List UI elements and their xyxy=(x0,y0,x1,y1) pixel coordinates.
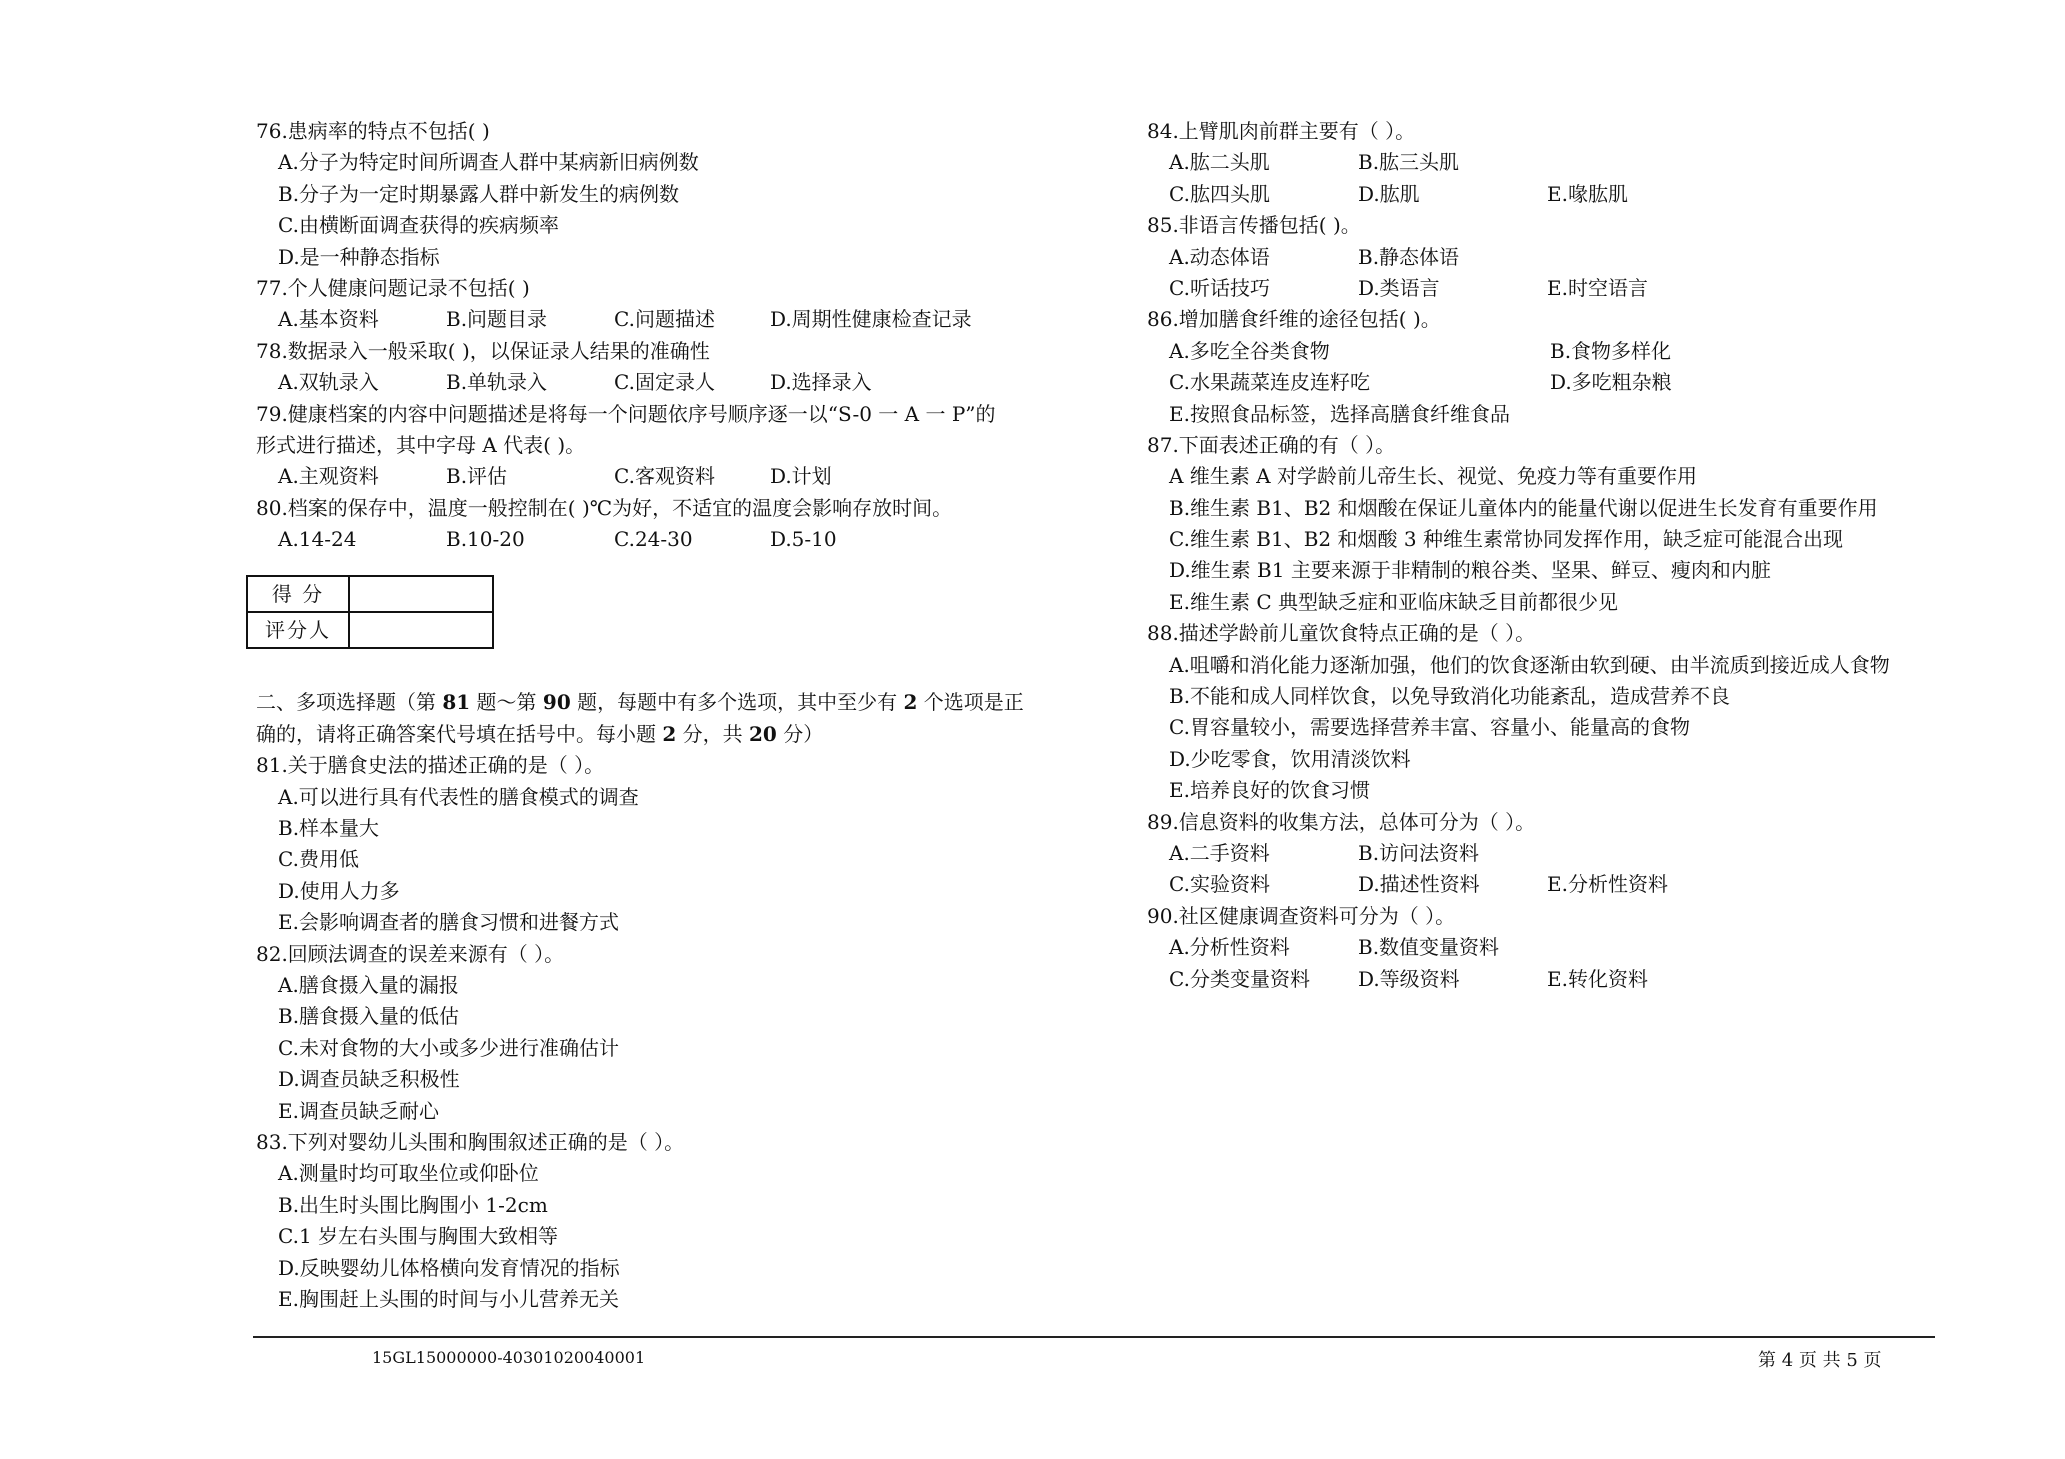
option: C.问题描述 xyxy=(614,307,715,332)
section-heading: 二、多项选择题（第 81 题～第 90 题，每题中有多个选项，其中至少有 2 个选项是正 xyxy=(256,690,1024,715)
option: B.数值变量资料 xyxy=(1358,935,1500,960)
question-90-stem: 90.社区健康调查资料可分为（ ）。 xyxy=(1147,903,1456,928)
question-81-stem: 81.关于膳食史法的描述正确的是（ ）。 xyxy=(256,753,605,778)
document-code: 15GL15000000-40301020040001 xyxy=(372,1348,646,1367)
option: D.周期性健康检查记录 xyxy=(770,307,972,332)
question-87-stem: 87.下面表述正确的有（ ）。 xyxy=(1147,432,1396,457)
grader-cell xyxy=(349,612,493,648)
option-row xyxy=(256,524,1046,555)
option: D.使用人力多 xyxy=(278,878,400,903)
option: B.问题目录 xyxy=(446,307,548,332)
option: C.24-30 xyxy=(614,527,693,552)
option: A.二手资料 xyxy=(1169,840,1270,865)
score-label: 得 分 xyxy=(247,576,349,612)
option: E.培养良好的饮食习惯 xyxy=(1169,778,1370,803)
option: B.样本量大 xyxy=(278,816,380,841)
option: E.会影响调查者的膳食习惯和进餐方式 xyxy=(278,910,619,935)
question-80-stem: 80.档案的保存中，温度一般控制在( )℃为好，不适宜的温度会影响存放时间。 xyxy=(256,495,953,520)
option: B.食物多样化 xyxy=(1550,338,1672,363)
option: A.主观资料 xyxy=(278,464,379,489)
option: E.喙肱肌 xyxy=(1547,181,1628,206)
option: D.肱肌 xyxy=(1358,181,1420,206)
option: C.由横断面调查获得的疾病频率 xyxy=(278,213,559,238)
question-85-stem: 85.非语言传播包括( )。 xyxy=(1147,213,1361,238)
option: B.维生素 B1、B2 和烟酸在保证儿童体内的能量代谢以促进生长发育有重要作用 xyxy=(1169,495,1878,520)
option: A.分析性资料 xyxy=(1169,935,1290,960)
question-79-stem: 79.健康档案的内容中问题描述是将每一个问题依序号顺序逐一以“S-0 一 A 一 P”的 xyxy=(256,401,996,426)
option: C.1 岁左右头围与胸围大致相等 xyxy=(278,1224,559,1249)
option: A.分子为特定时间所调查人群中某病新旧病例数 xyxy=(278,150,699,175)
option: E.分析性资料 xyxy=(1547,872,1668,897)
option: D.多吃粗杂粮 xyxy=(1550,370,1672,395)
option: C.维生素 B1、B2 和烟酸 3 种维生素常协同发挥作用，缺乏症可能混合出现 xyxy=(1169,527,1843,552)
option: A.基本资料 xyxy=(278,307,379,332)
option: C.肱四头肌 xyxy=(1169,181,1270,206)
option: B.不能和成人同样饮食，以免导致消化功能紊乱，造成营养不良 xyxy=(1169,684,1731,709)
page-number: 第 4 页 共 5 页 xyxy=(1758,1350,1882,1371)
option: E.转化资料 xyxy=(1547,966,1648,991)
question-82-stem: 82.回顾法调查的误差来源有（ ）。 xyxy=(256,941,565,966)
option: C.费用低 xyxy=(278,847,359,872)
option: D.少吃零食，饮用清淡饮料 xyxy=(1169,746,1411,771)
option-row xyxy=(1147,838,1947,869)
option-row xyxy=(1147,869,1947,900)
option: A.14-24 xyxy=(278,527,357,552)
option-row xyxy=(1147,932,1947,963)
option: C.固定录人 xyxy=(614,370,715,395)
option: D.反映婴幼儿体格横向发育情况的指标 xyxy=(278,1255,620,1280)
option: B.访问法资料 xyxy=(1358,840,1480,865)
option-row xyxy=(256,304,1046,335)
option: D.等级资料 xyxy=(1358,966,1460,991)
right-column xyxy=(1147,116,1947,995)
option-row xyxy=(1147,179,1947,210)
option: B.膳食摄入量的低估 xyxy=(278,1004,460,1029)
option-row xyxy=(256,461,1046,492)
option: C.未对食物的大小或多少进行准确估计 xyxy=(278,1035,619,1060)
option: A.可以进行具有代表性的膳食模式的调查 xyxy=(278,784,639,809)
option: C.实验资料 xyxy=(1169,872,1270,897)
option: B.肱三头肌 xyxy=(1358,150,1460,175)
option-row xyxy=(1147,336,1947,367)
question-78-stem: 78.数据录入一般采取( )，以保证录人结果的准确性 xyxy=(256,338,710,363)
question-76-stem: 76.患病率的特点不包括( ) xyxy=(256,119,490,143)
option: B.评估 xyxy=(446,464,508,489)
option-row xyxy=(1147,242,1947,273)
option: D.调查员缺乏积极性 xyxy=(278,1067,460,1092)
left-column xyxy=(256,116,1046,1315)
section-heading-cont: 确的，请将正确答案代号填在括号中。每小题 2 分，共 20 分） xyxy=(256,721,824,746)
grader-label: 评分人 xyxy=(247,612,349,648)
question-83-stem: 83.下列对婴幼儿头围和胸围叙述正确的是（ ）。 xyxy=(256,1129,685,1154)
option-row xyxy=(256,367,1046,398)
option: E.胸围赶上头围的时间与小儿营养无关 xyxy=(278,1286,619,1311)
option: D.选择录入 xyxy=(770,370,872,395)
option: B.单轨录入 xyxy=(446,370,548,395)
option: A.肱二头肌 xyxy=(1169,150,1270,175)
option: E.时空语言 xyxy=(1547,275,1648,300)
option: B.分子为一定时期暴露人群中新发生的病例数 xyxy=(278,181,680,206)
option: C.水果蔬菜连皮连籽吃 xyxy=(1169,370,1370,395)
option-row xyxy=(1147,273,1947,304)
option: B.出生时头围比胸围小 1-2cm xyxy=(278,1192,548,1217)
question-84-stem: 84.上臂肌肉前群主要有（ ）。 xyxy=(1147,119,1416,143)
option: D.描述性资料 xyxy=(1358,872,1480,897)
question-77-stem: 77.个人健康问题记录不包括( ) xyxy=(256,275,530,300)
option: D.维生素 B1 主要来源于非精制的粮谷类、坚果、鲜豆、瘦肉和内脏 xyxy=(1169,558,1771,583)
option: C.客观资料 xyxy=(614,464,715,489)
question-88-stem: 88.描述学龄前儿童饮食特点正确的是（ ）。 xyxy=(1147,621,1536,646)
option: C.胃容量较小，需要选择营养丰富、容量小、能量高的食物 xyxy=(1169,715,1690,740)
option: E.维生素 C 典型缺乏症和亚临床缺乏目前都很少见 xyxy=(1169,589,1618,614)
question-79-stem-cont: 形式进行描述，其中字母 A 代表( )。 xyxy=(256,432,586,457)
option: D.类语言 xyxy=(1358,275,1440,300)
option: A 维生素 A 对学龄前儿帝生长、视觉、免疫力等有重要作用 xyxy=(1169,464,1697,489)
option: A.多吃全谷类食物 xyxy=(1169,338,1330,363)
score-cell xyxy=(349,576,493,612)
score-table xyxy=(246,575,494,649)
option: A.双轨录入 xyxy=(278,370,379,395)
option: D.5-10 xyxy=(770,527,837,552)
option: E.调查员缺乏耐心 xyxy=(278,1098,439,1123)
option: A.咀嚼和消化能力逐渐加强，他们的饮食逐渐由软到硬、由半流质到接近成人食物 xyxy=(1169,652,1890,677)
option-row xyxy=(1147,367,1947,398)
option: A.膳食摄入量的漏报 xyxy=(278,972,459,997)
option-row xyxy=(1147,964,1947,995)
footer-divider xyxy=(253,1336,1935,1338)
question-86-stem: 86.增加膳食纤维的途径包括( )。 xyxy=(1147,307,1441,332)
option-row xyxy=(1147,147,1947,178)
question-89-stem: 89.信息资料的收集方法，总体可分为（ ）。 xyxy=(1147,809,1536,834)
option: E.按照食品标签，选择高膳食纤维食品 xyxy=(1169,401,1510,426)
option: C.分类变量资料 xyxy=(1169,966,1310,991)
option: D.是一种静态指标 xyxy=(278,244,440,269)
option: A.测量时均可取坐位或仰卧位 xyxy=(278,1161,539,1186)
option: B.10-20 xyxy=(446,527,525,552)
option: D.计划 xyxy=(770,464,832,489)
option: B.静态体语 xyxy=(1358,244,1460,269)
option: A.动态体语 xyxy=(1169,244,1270,269)
option: C.听话技巧 xyxy=(1169,275,1270,300)
